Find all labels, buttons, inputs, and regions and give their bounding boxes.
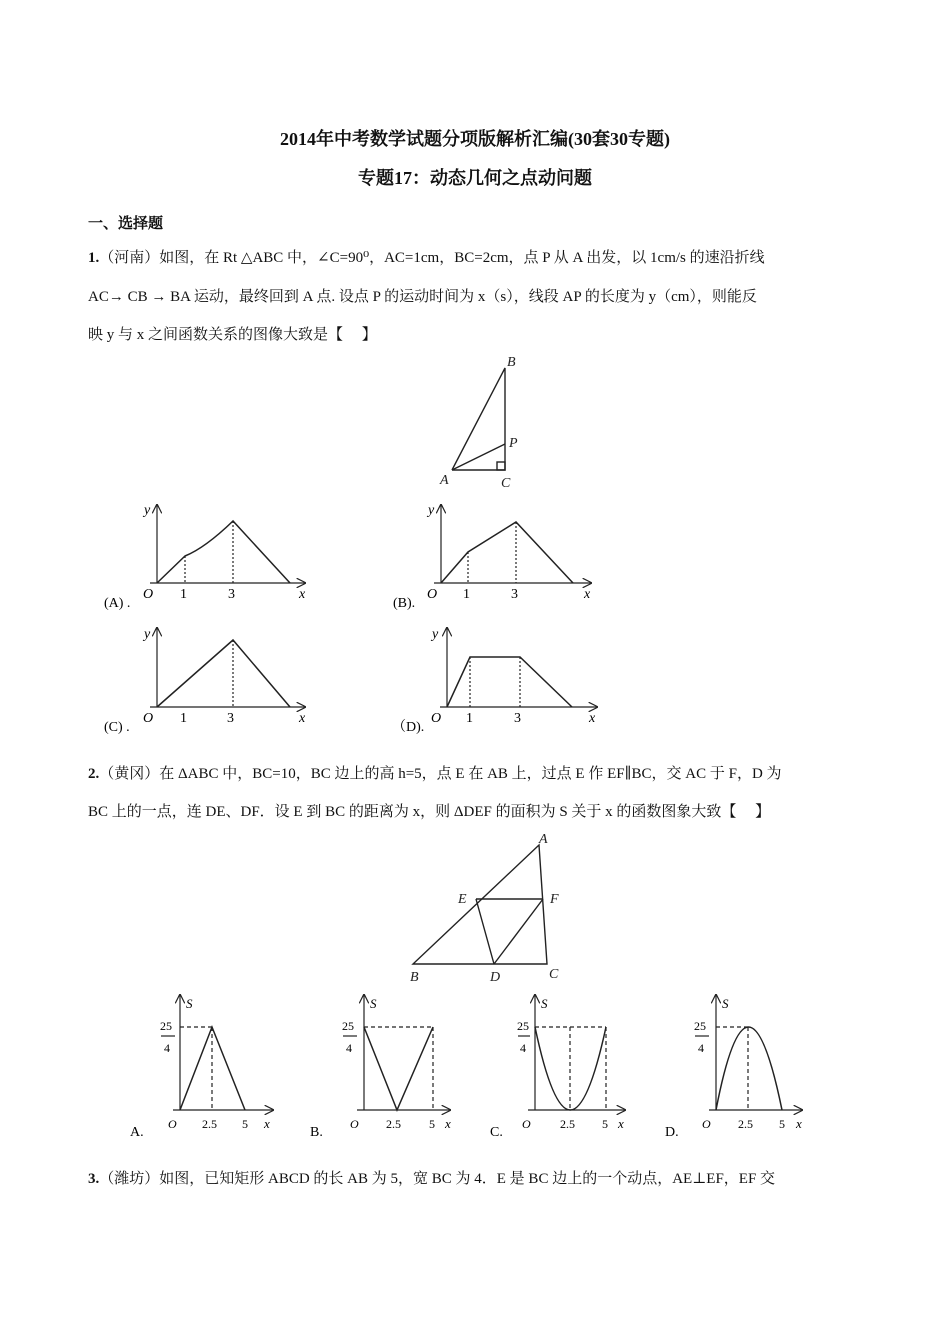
q1-graph-c: [104, 627, 306, 735]
q1-option-a[interactable]: (A) .: [104, 596, 131, 611]
q2c-origin: O: [522, 1117, 531, 1131]
q2-label-b: B: [410, 970, 419, 985]
q2-option-d[interactable]: D.: [665, 1125, 679, 1140]
q2a-origin: O: [168, 1117, 177, 1131]
q2-option-a[interactable]: A.: [130, 1125, 144, 1140]
q2a-frac-num: 25: [160, 1019, 172, 1033]
q1-graph-b: [393, 503, 591, 611]
q2-label-d: D: [490, 970, 501, 985]
q2-graph-c: [490, 995, 625, 1140]
q2b-tick-5: 5: [429, 1117, 435, 1131]
q2a-tick-25: 2.5: [202, 1117, 217, 1131]
q2c-frac-num: 25: [517, 1019, 529, 1033]
q2a-frac-den: 4: [164, 1041, 170, 1055]
q2c-x-label: x: [618, 1116, 624, 1131]
q2-line-2: BC 上的一点，连 DE、DF．设 E 到 BC 的距离为 x，则 ΔDEF 的面积为 S 关于 x 的函数图象大致【 】: [88, 804, 771, 820]
q2-text-1: （黄冈）在 ΔABC 中，BC=10，BC 边上的高 h=5，点 E 在 AB 上，过点 E 作 EF∥BC，交 AC 于 F，D 为: [99, 766, 782, 782]
q2c-tick-25: 2.5: [560, 1117, 575, 1131]
q1-line-3: 映 y 与 x 之间函数关系的图像大致是【 】: [88, 327, 377, 343]
q2a-s-label: S: [186, 996, 193, 1011]
q1d-origin: O: [431, 711, 442, 726]
q1d-tick-3: 3: [514, 711, 521, 726]
q1b-tick-1: 1: [463, 587, 470, 602]
q1b-tick-3: 3: [511, 587, 518, 602]
q1b-origin: O: [427, 587, 438, 602]
q2-option-b[interactable]: B.: [310, 1125, 323, 1140]
q2b-x-label: x: [445, 1116, 451, 1131]
q1-line-2: AC→ CB → BA 运动，最终回到 A 点. 设点 P 的运动时间为 x（s），线段 AP 的长度为 y（cm），则能反: [88, 289, 757, 305]
q2-graph-b: [310, 995, 451, 1140]
q1-option-c[interactable]: (C) .: [104, 720, 130, 735]
section-heading: 一、选择题: [88, 216, 164, 232]
q2-triangle-figure: [413, 845, 547, 964]
q1-text-1: （河南）如图，在 Rt △ABC 中，∠C=90⁰，AC=1cm，BC=2cm，点 P 从 A 出发，以 1cm/s 的速沿折线: [99, 250, 765, 266]
q2d-origin: O: [702, 1117, 711, 1131]
q1c-tick-1: 1: [180, 711, 187, 726]
q2d-frac-den: 4: [698, 1041, 704, 1055]
q2a-tick-5: 5: [242, 1117, 248, 1131]
q1a-tick-3: 3: [228, 587, 235, 602]
q1-triangle-figure: [452, 368, 505, 470]
q1a-tick-1: 1: [180, 587, 187, 602]
q2d-tick-25: 2.5: [738, 1117, 753, 1131]
q1-option-d[interactable]: （D).: [392, 720, 425, 735]
q2c-s-label: S: [541, 996, 548, 1011]
q1d-y-label: y: [432, 627, 439, 642]
q3-text-1: （潍坊）如图，已知矩形 ABCD 的长 AB 为 5，宽 BC 为 4．E 是 BC 边上的一个动点，AE⊥EF，EF 交: [99, 1171, 776, 1187]
q2b-frac-num: 25: [342, 1019, 354, 1033]
q1-label-b: B: [507, 355, 516, 370]
q2d-frac-num: 25: [694, 1019, 706, 1033]
q1a-x-label: x: [299, 587, 306, 602]
q1-number: 1.: [88, 250, 100, 266]
q1d-x-label: x: [589, 711, 596, 726]
q1-option-b[interactable]: (B).: [393, 596, 416, 611]
q2b-tick-25: 2.5: [386, 1117, 401, 1131]
q2b-s-label: S: [370, 996, 377, 1011]
q1d-tick-1: 1: [466, 711, 473, 726]
q3-number: 3.: [88, 1171, 100, 1187]
q1c-y-label: y: [144, 627, 151, 642]
document-subtitle: 专题17：动态几何之点动问题: [358, 168, 592, 188]
q2-label-a: A: [539, 832, 548, 847]
q1b-y-label: y: [428, 503, 435, 518]
q2d-tick-5: 5: [779, 1117, 785, 1131]
document-title: 2014年中考数学试题分项版解析汇编(30套30专题): [280, 129, 670, 149]
q1a-origin: O: [143, 587, 154, 602]
q1-label-p: P: [509, 436, 518, 451]
q1-label-a: A: [440, 473, 449, 488]
q1-graph-d: [392, 627, 597, 735]
q2d-x-label: x: [796, 1116, 802, 1131]
q1-label-c: C: [501, 476, 511, 491]
q2-label-f: F: [550, 892, 559, 907]
q1c-origin: O: [143, 711, 154, 726]
q1c-tick-3: 3: [227, 711, 234, 726]
q1-graph-a: [104, 503, 306, 611]
q2d-s-label: S: [722, 996, 729, 1011]
q2a-x-label: x: [264, 1116, 270, 1131]
q2-number: 2.: [88, 766, 100, 782]
q2-label-c: C: [549, 967, 559, 982]
q2b-origin: O: [350, 1117, 359, 1131]
q2b-frac-den: 4: [346, 1041, 352, 1055]
q2c-tick-5: 5: [602, 1117, 608, 1131]
q2-label-e: E: [458, 892, 467, 907]
q1a-y-label: y: [144, 503, 151, 518]
q1b-x-label: x: [584, 587, 591, 602]
q2-option-c[interactable]: C.: [490, 1125, 503, 1140]
q2c-frac-den: 4: [520, 1041, 526, 1055]
q2-graph-a: [130, 995, 273, 1140]
q2-graph-d: [665, 995, 802, 1140]
q1c-x-label: x: [299, 711, 306, 726]
